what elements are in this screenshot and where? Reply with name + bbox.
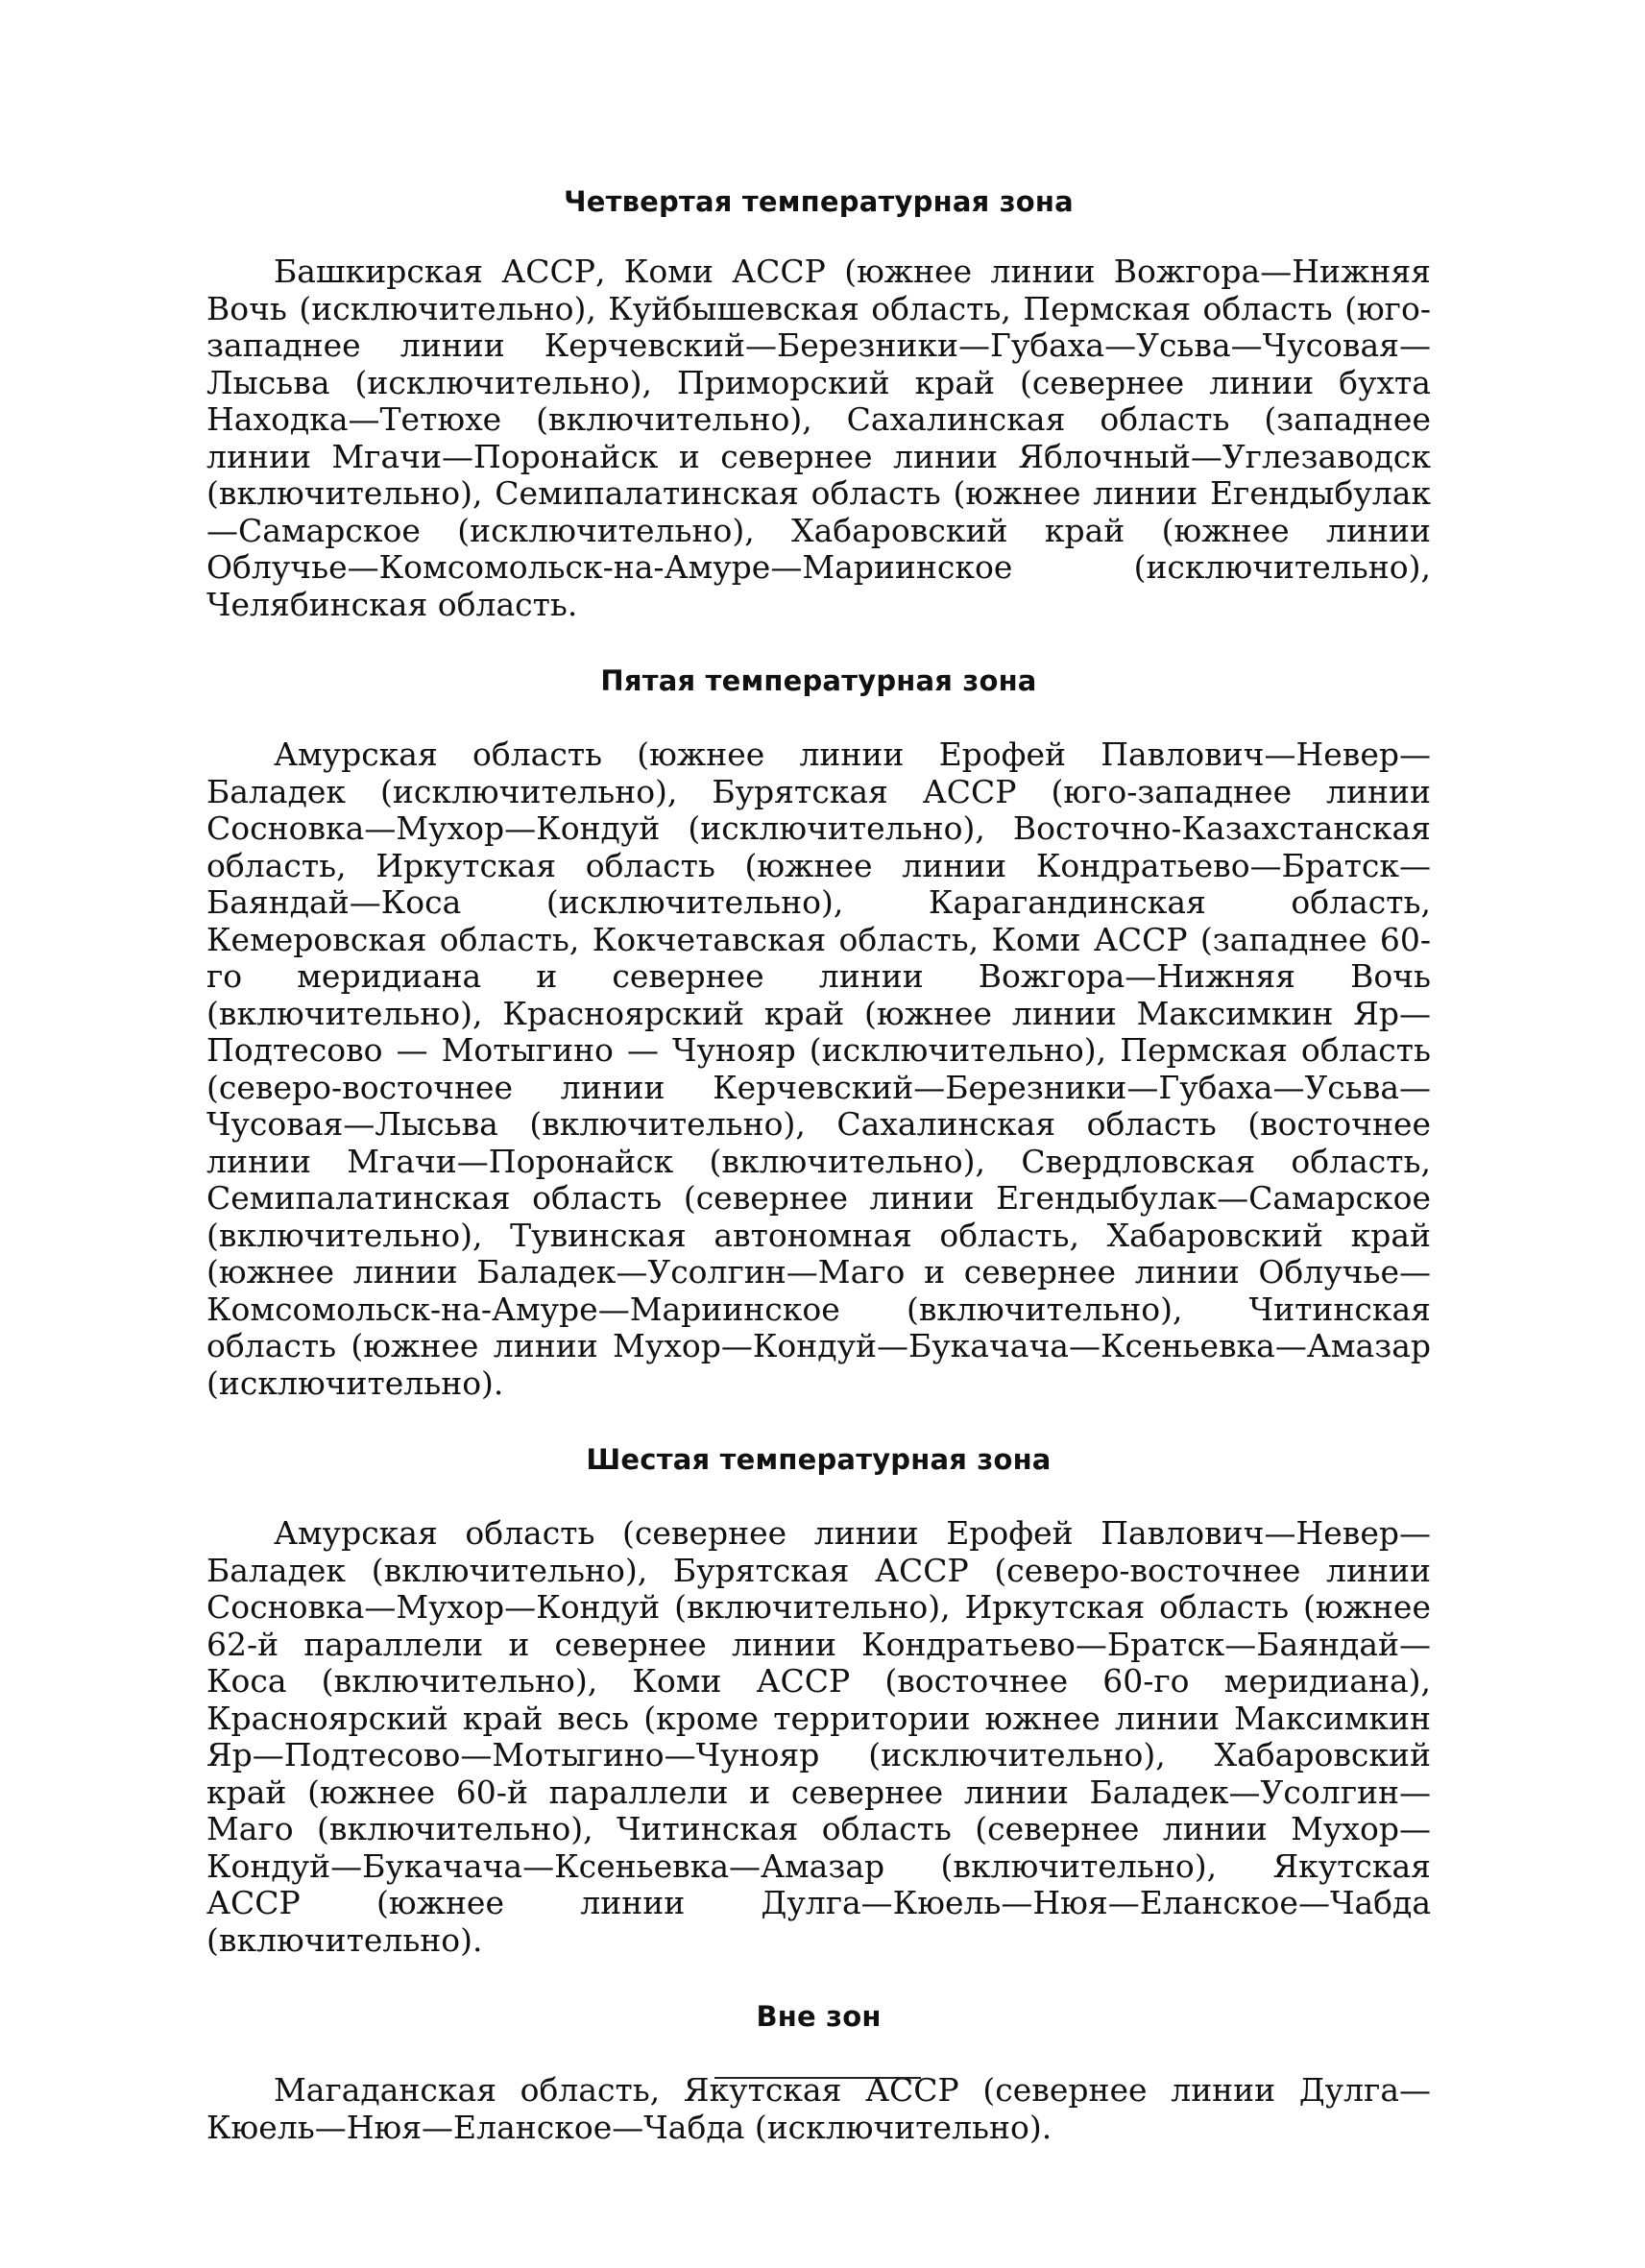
zone-section-fifth [206,662,1431,1402]
zone-description: Амурская область (южнее линии Ерофей Павлович—Невер—Баладек (исключительно), Бурятская АССР (юго-западнее линии Сосновка—Мухор—Кондуй (исключительно), Восточно-Казахстанская область, Иркутская область (южнее линии Кондратьево—Братск—Баяндай—Коса (исключительно), Карагандинская область, Кемеровская область, Кокчетавская область, Коми АССР (западнее 60-го меридиана и севернее линии Вожгора—Нижняя Вочь (включительно), Красноярский край (южнее линии Максимкин Яр—Подтесово — Мотыгино — Чунояр (исключительно), Пермская область (северо-восточнее линии Керчевский—Березники—Губаха—Усьва—Чусовая—Лысьва (включительно), Сахалинская область (восточнее линии Мгачи—Поронайск (включительно), Свердловская область, Семипалатинская область (севернее линии Егендыбулак—Самарское (включительно), Тувинская автономная область, Хабаровский край (южнее линии Баладек—Усолгин—Маго и севернее линии Облучье—Комсомольск-на-Амуре—Мариинское (включительно), Читинская область (южнее линии Мухор—Кондуй—Букачача—Ксеньевка—Амазар (исключительно). [206,736,1431,1402]
zone-heading: Шестая температурная зона [586,1443,1052,1476]
zone-heading: Четвертая температурная зона [564,185,1074,218]
zone-section-outside [206,1997,1431,2146]
zone-heading: Вне зон [756,2000,882,2033]
document-page [206,182,1431,2184]
end-divider [714,2077,921,2079]
zone-heading: Пятая температурная зона [600,664,1037,697]
zone-description: Башкирская АССР, Коми АССР (южнее линии Вожгора—Нижняя Вочь (исключительно), Куйбышевская область, Пермская область (юго-западнее линии Керчевский—Березники—Губаха—Усьва—Чусовая—Лысьва (исключительно), Приморский край (севернее линии бухта Находка—Тетюхе (включительно), Сахалинская область (западнее линии Мгачи—Поронайск и севернее линии Яблочный—Углезаводск (включительно), Семипалатинская область (южнее линии Егендыбулак—Самарское (исключительно), Хабаровский край (южнее линии Облучье—Комсомольск-на-Амуре—Мариинское (исключительно), Челябинская область. [206,253,1431,623]
zone-description: Амурская область (севернее линии Ерофей Павлович—Невер—Баладек (включительно), Бурятская АССР (северо-восточнее линии Сосновка—Мухор—Кондуй (включительно), Иркутская область (южнее 62-й параллели и севернее линии Кондратьево—Братск—Баяндай—Коса (включительно), Коми АССР (восточнее 60-го меридиана), Красноярский край весь (кроме территории южнее линии Максимкин Яр—Подтесово—Мотыгино—Чунояр (исключительно), Хабаровский край (южнее 60-й параллели и севернее линии Баладек—Усолгин—Маго (включительно), Читинская область (севернее линии Мухор—Кондуй—Букачача—Ксеньевка—Амазар (включительно), Якутская АССР (южнее линии Дулга—Кюель—Нюя—Еланское—Чабда (включительно). [206,1514,1431,1959]
zone-description: Магаданская область, Якутская АССР (севернее линии Дулга—Кюель—Нюя—Еланское—Чабда (исключительно). [206,2071,1431,2146]
zone-section-fourth [206,182,1431,623]
zone-section-sixth [206,1440,1431,1959]
